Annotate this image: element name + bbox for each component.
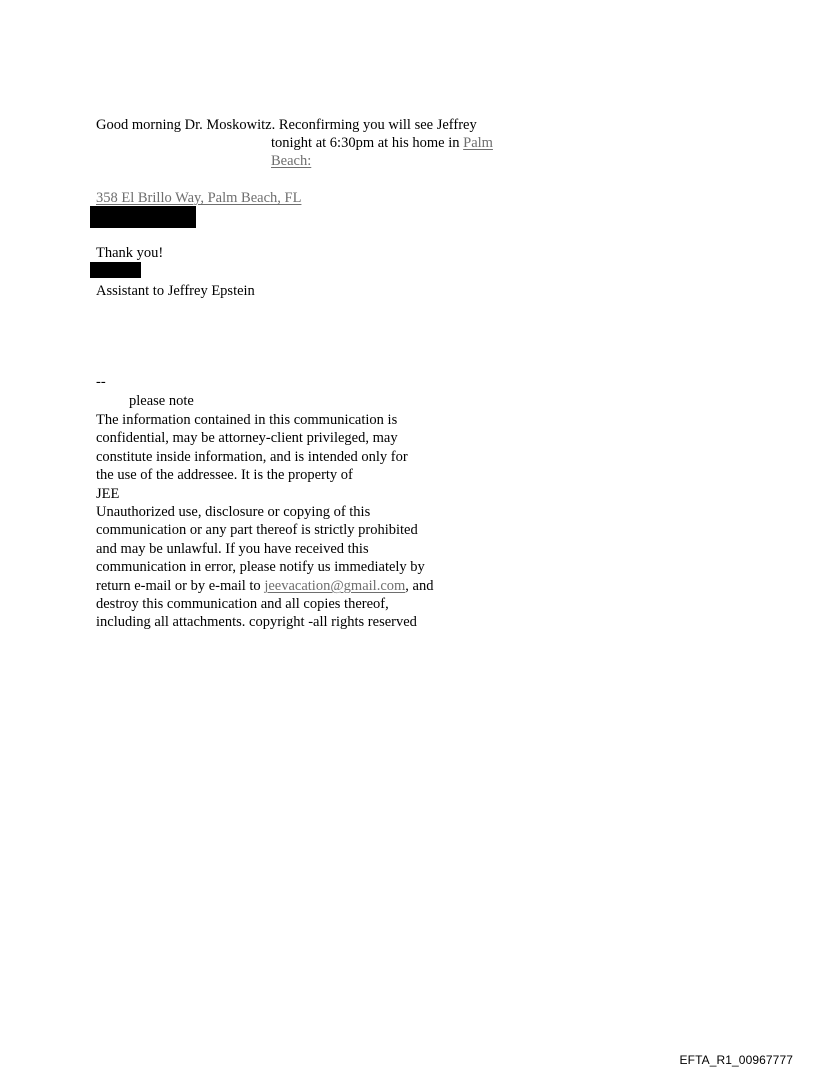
disclaimer-line: JEE [96,485,120,502]
greeting-line: Good morning Dr. Moskowitz. Reconfirming you will see Jeffrey [96,117,477,133]
document-id: EFTA_R1_00967777 [679,1053,793,1067]
disclaimer-line: destroy this communication and all copies thereof, [96,595,389,612]
disclaimer-heading: please note [129,393,194,409]
palm-beach-link[interactable]: Palm [463,135,493,151]
email-line-suffix: , and [405,577,434,594]
disclaimer-line: including all attachments. copyright -all rights reserved [96,614,417,631]
disclaimer-email-line [96,577,433,595]
beach-link[interactable]: Beach: [271,153,312,169]
redaction-block-name [90,262,141,278]
disclaimer-line: The information contained in this communication is [96,412,398,428]
address-link[interactable]: 358 El Brillo Way, Palm Beach, FL [96,190,302,206]
disclaimer-line: Unauthorized use, disclosure or copying of this [96,503,371,520]
disclaimer-line: confidential, may be attorney-client privileged, may [96,430,398,447]
disclaimer-line: constitute inside information, and is intended only for [96,448,408,465]
time-location-line [271,135,493,152]
redaction-block-address [90,206,196,228]
disclaimer-body [96,411,433,632]
signature-title: Assistant to Jeffrey Epstein [96,283,255,299]
thank-you-text: Thank you! [96,245,164,261]
disclaimer-line: and may be unlawful. If you have received this [96,540,369,557]
disclaimer-line: communication or any part thereof is strictly prohibited [96,522,418,539]
time-location-text: tonight at 6:30pm at his home in [271,135,464,151]
disclaimer-line: communication in error, please notify us immediately by [96,559,425,576]
email-line-prefix: return e-mail or by e-mail to [96,577,265,594]
contact-email-link[interactable]: jeevacation@gmail.com [264,577,406,594]
signature-separator: -- [96,374,106,390]
disclaimer-line: the use of the addressee. It is the property of [96,467,353,484]
